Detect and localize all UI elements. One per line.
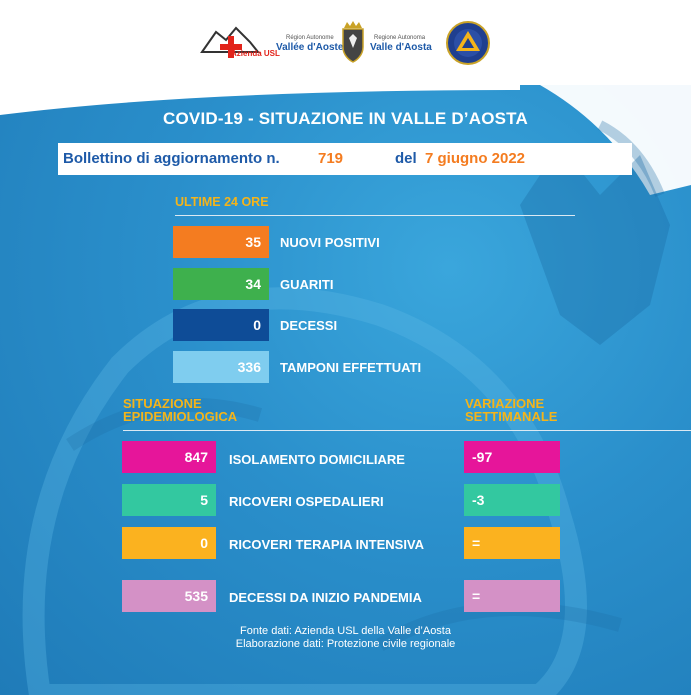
last24-divider: [175, 215, 575, 216]
epi-box-hospital: [122, 484, 216, 516]
stat-box-deaths: [173, 309, 269, 341]
main-panel: [0, 85, 691, 695]
stat-value: 34: [245, 276, 261, 292]
epi-label: DECESSI DA INIZIO PANDEMIA: [229, 590, 422, 605]
variation-heading-line2: SETTIMANALE: [465, 409, 558, 424]
epi-divider: [123, 430, 691, 431]
stat-value: 35: [245, 234, 261, 250]
stat-label: GUARITI: [280, 277, 334, 292]
last24-heading: ULTIME 24 ORE: [175, 195, 269, 209]
azienda-usl-logo: [198, 18, 280, 68]
epi-label: RICOVERI OSPEDALIERI: [229, 494, 384, 509]
variation-value: -97: [472, 449, 493, 465]
stat-label: NUOVI POSITIVI: [280, 235, 380, 250]
footer-credits: [0, 625, 691, 651]
epi-label: RICOVERI TERAPIA INTENSIVA: [229, 537, 425, 552]
epi-box-total-deaths: [122, 580, 216, 612]
logo-line1: Région Autonome: [286, 35, 334, 41]
variation-box: [464, 484, 560, 516]
epi-value: 535: [184, 588, 208, 604]
regione-logo-1: [274, 18, 344, 68]
variation-value: -3: [472, 492, 485, 508]
header-logos-bar: [0, 0, 691, 85]
page-title: COVID-19 - SITUAZIONE IN VALLE D’AOSTA: [163, 109, 528, 128]
stat-label: TAMPONI EFFETTUATI: [280, 360, 422, 375]
stat-value: 0: [253, 317, 261, 333]
stat-box-recovered: [173, 268, 269, 300]
epi-heading-line1: SITUAZIONE: [123, 396, 202, 411]
variation-value: =: [472, 535, 481, 551]
regione-logo-2: [368, 18, 434, 68]
epi-value: 5: [200, 492, 208, 508]
logo-line2: Valle d'Aosta: [370, 42, 432, 53]
epi-value: 0: [200, 535, 208, 551]
stat-box-swabs: [173, 351, 269, 383]
variation-box: [464, 527, 560, 559]
epi-value: 847: [184, 449, 208, 465]
bulletin-date-prefix: del: [395, 150, 417, 167]
footer-source: Fonte dati: Azienda USL della Valle d’Aosta: [240, 625, 451, 637]
variation-box: [464, 580, 560, 612]
stat-value: 336: [237, 359, 261, 375]
stat-box-new-positives: [173, 226, 269, 258]
variation-value: =: [472, 588, 481, 604]
protezione-civile-logo: [445, 18, 491, 68]
logo-line1: Regione Autonoma: [374, 35, 426, 41]
epi-heading-line2: EPIDEMIOLOGICA: [123, 409, 238, 424]
epi-heading: [123, 397, 237, 423]
epi-box-home-isolation: [122, 441, 216, 473]
epi-box-icu: [122, 527, 216, 559]
logo-line2: Vallée d'Aoste: [276, 42, 344, 53]
bulletin-prefix: Bollettino di aggiornamento n.: [63, 150, 280, 167]
footer-elaboration: Elaborazione dati: Protezione civile regionale: [235, 638, 456, 650]
coat-of-arms-logo: [340, 18, 366, 68]
bulletin-date: 7 giugno 2022: [425, 150, 526, 167]
variation-heading-line1: VARIAZIONE: [465, 396, 545, 411]
epi-label: ISOLAMENTO DOMICILIARE: [229, 452, 405, 467]
stat-label: DECESSI: [280, 318, 338, 333]
variation-box: [464, 441, 560, 473]
bulletin-bar: [58, 143, 632, 175]
variation-heading: [465, 397, 557, 423]
logo-text: Azienda USL: [231, 49, 280, 58]
bulletin-number: 719: [318, 150, 344, 167]
